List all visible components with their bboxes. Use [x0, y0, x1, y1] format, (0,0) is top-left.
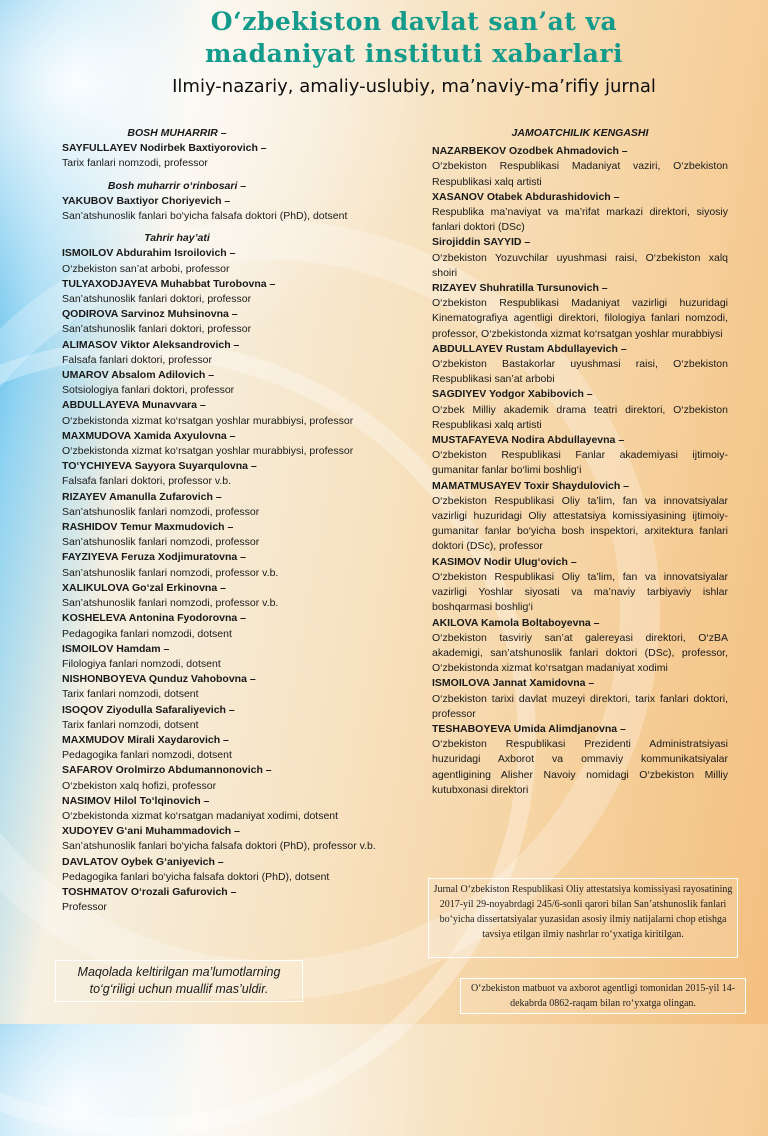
- person-title: Sotsiologiya fanlari doktori, professor: [62, 384, 235, 397]
- registration-notice: O‘zbekiston matbuot va axborot agentligi tomonidan 2015-yil 14-dekabrda 0862-raqam bilan ro‘yxatga olingan.: [460, 978, 746, 1014]
- person-title: O‘zbekistonda xizmat ko‘rsatgan madaniyat xodimi, dotsent: [62, 809, 339, 822]
- person-title: O‘zbekiston xalq hofizi, professor: [62, 779, 217, 792]
- list-item: [62, 277, 417, 307]
- list-item: [62, 763, 417, 793]
- list-item: [62, 398, 417, 428]
- person-name: NISHONBOYEVA Qunduz Vahobovna –: [62, 673, 256, 686]
- list-item: [432, 616, 728, 677]
- list-item: [62, 733, 417, 763]
- person-name: ABDULLAYEVA Munavvara –: [62, 399, 206, 412]
- list-item: [432, 281, 728, 342]
- person-name: KOSHELEVA Antonina Fyodorovna –: [62, 612, 246, 625]
- list-item: [62, 520, 417, 550]
- person-name: XALIKULOVA Go‘zal Erkinovna –: [62, 581, 226, 594]
- list-item: [432, 479, 728, 555]
- editorial-column: [62, 126, 417, 915]
- public-council-heading: JAMOATCHILIK KENGASHI: [511, 127, 649, 139]
- list-item: [62, 672, 417, 702]
- editorial-board-list: [62, 246, 417, 915]
- person-title: San’atshunoslik fanlari bo‘yicha falsafa doktori (PhD), professor v.b.: [62, 840, 376, 853]
- person-name: MAMATMUSAYEV Toxir Shaydulovich –: [432, 479, 630, 492]
- person-title: Respublika ma’naviyat va ma’rifat markazi direktori, siyosiy fanlari doktori (DSc): [432, 206, 728, 234]
- person-name: MUSTAFAYEVA Nodira Abdullayevna –: [432, 434, 625, 447]
- attestation-notice: Jurnal O‘zbekiston Respublikasi Oliy attestatsiya komissiyasi rayosatining 2017-yil 29-noyabrdagi 245/6-sonli qarori bilan San’atshunoslik fanlari bo‘yicha dissertatsiyalar yuzasidan asosiy ilmiy natijalarni chop etishga tavsiya etilgan ilmiy nashrlar ro‘yxatiga kiritilgan.: [428, 878, 738, 958]
- list-item: [62, 429, 417, 459]
- person-name: FAYZIYEVA Feruza Xodjimuratovna –: [62, 551, 246, 564]
- person-title: Tarix fanlari nomzodi, dotsent: [62, 718, 199, 731]
- person-name: TESHABOYEVA Umida Alimdjanovna –: [432, 722, 626, 735]
- list-item: [62, 338, 417, 368]
- person-name: XUDOYEV G‘ani Muhammadovich –: [62, 825, 240, 838]
- list-item: [432, 555, 728, 616]
- person-title: San’atshunoslik fanlari nomzodi, professor: [62, 505, 260, 518]
- person-title: Falsafa fanlari doktori, professor: [62, 353, 212, 366]
- person-title: O‘zbekiston Respublikasi Fanlar akademiyasi ijtimoiy-gumanitar fanlar bo‘limi boshlig‘i: [432, 449, 728, 477]
- person-name: QODIROVA Sarvinoz Muhsinovna –: [62, 308, 238, 321]
- person-title: San’atshunoslik fanlari nomzodi, professor v.b.: [62, 566, 279, 579]
- person-name: XASANOV Otabek Abdurashidovich –: [432, 190, 620, 203]
- editorial-board-heading: Tahrir hay’ati: [144, 232, 210, 245]
- person-name: KASIMOV Nodir Ulug‘ovich –: [432, 555, 577, 568]
- person-name: NASIMOV Hilol To‘lqinovich –: [62, 794, 210, 807]
- list-item: [62, 490, 417, 520]
- list-item: [62, 824, 417, 854]
- person-name: ISOQOV Ziyodulla Safaraliyevich –: [62, 703, 235, 716]
- list-item: [432, 144, 728, 190]
- author-disclaimer: Maqolada keltirilgan ma’lumotlarning to‘g‘riligi uchun muallif mas’uldir.: [55, 960, 303, 1002]
- title-line: madaniyat instituti xabarlari: [204, 39, 624, 68]
- list-item: [62, 459, 417, 489]
- person-name: NAZARBEKOV Ozodbek Ahmadovich –: [432, 145, 628, 158]
- person-name: RASHIDOV Temur Maxmudovich –: [62, 521, 234, 534]
- person-title: San’atshunoslik fanlari bo‘yicha falsafa doktori (PhD), dotsent: [62, 210, 348, 223]
- person-name: MAXMUDOVA Xamida Axyulovna –: [62, 429, 236, 442]
- list-item: [432, 342, 728, 388]
- person-name: MAXMUDOV Mirali Xaydarovich –: [62, 733, 229, 746]
- person-title: Falsafa fanlari doktori, professor v.b.: [62, 475, 232, 488]
- list-item: [62, 611, 417, 641]
- list-item: [432, 235, 728, 281]
- list-item: [62, 368, 417, 398]
- list-item: [62, 246, 417, 276]
- person-title: Filologiya fanlari nomzodi, dotsent: [62, 657, 221, 670]
- person-title: Pedagogika fanlari nomzodi, dotsent: [62, 627, 232, 640]
- list-item: [432, 190, 728, 236]
- person-title: O‘zbekiston tarixi davlat muzeyi direktori, tarix fanlari doktori, professor: [432, 692, 728, 720]
- person-name: ISMOILOVA Jannat Xamidovna –: [432, 677, 595, 690]
- person-title: O‘zbekistonda xizmat ko‘rsatgan yoshlar murabbiysi, professor: [62, 414, 354, 427]
- list-item: [432, 387, 728, 433]
- person-title: O‘zbekiston Bastakorlar uyushmasi raisi, O‘zbekiston Respublikasi san’at arbobi: [432, 358, 728, 386]
- person-title: San’atshunoslik fanlari nomzodi, professor: [62, 536, 260, 549]
- person-name: ALIMASOV Viktor Aleksandrovich –: [62, 338, 240, 351]
- list-item: [432, 722, 728, 798]
- list-item: [62, 550, 417, 580]
- person-title: San’atshunoslik fanlari doktori, professor: [62, 323, 252, 336]
- person-title: San’atshunoslik fanlari nomzodi, professor v.b.: [62, 597, 279, 610]
- person-name: YAKUBOV Baxtiyor Choriyevich –: [62, 194, 231, 207]
- person-title: Pedagogika fanlari nomzodi, dotsent: [62, 749, 232, 762]
- person-title: Tarix fanlari nomzodi, professor: [62, 157, 208, 170]
- list-item: [62, 855, 417, 885]
- list-item: [62, 581, 417, 611]
- person-title: O‘zbekiston tasviriy san’at galereyasi direktori, O‘zBA akademigi, san’atshunoslik fanlari doktori (DSc), professor, O‘zbekistonda xizmat ko‘rsatgan madaniyat xodimi: [432, 631, 728, 675]
- list-item: [62, 794, 417, 824]
- journal-subtitle: Ilmiy-nazariy, amaliy-uslubiy, ma’naviy-ma’rifiy jurnal: [172, 76, 656, 97]
- person-title: O‘zbekiston Respublikasi Oliy ta’lim, fan va innovatsiyalar vazirligi Yoshlar siyosati va ma’naviy tarbiyaviy ishlar boshqarmasi boshlig‘i: [432, 570, 728, 614]
- person-name: TO‘YCHIYEVA Sayyora Suyarqulovna –: [62, 460, 257, 473]
- person-title: O‘zbekiston Respublikasi Madaniyat vazirligi huzuridagi Kinematografiya agentligi direktori, filologiya fanlari nomzodi, professor, O‘zbekistonda xizmat ko‘rsatgan yoshlar murabbiysi: [432, 297, 728, 340]
- list-item: [62, 642, 417, 672]
- person-name: TOSHMATOV O‘rozali Gafurovich –: [62, 885, 237, 898]
- person-name: AKILOVA Kamola Boltaboyevna –: [432, 616, 600, 629]
- person-title: O‘zbekiston Yozuvchilar uyushmasi raisi, O‘zbekiston xalq shoiri: [432, 251, 728, 279]
- journal-title: [0, 6, 768, 70]
- person-title: Pedagogika fanlari bo‘yicha falsafa doktori (PhD), dotsent: [62, 870, 330, 883]
- person-title: O‘zbekiston Respublikasi Oliy ta’lim, fan va innovatsiyalar vazirligi huzuridagi Oliy attestatsiya komissiyasining ijtimoiy-gumanitar fanlar bo‘yicha bosh inspektori, arxitektura fanlari doktori (DSc), professor: [432, 494, 728, 553]
- person-title: San’atshunoslik fanlari doktori, professor: [62, 293, 252, 306]
- title-line: O‘zbekiston davlat san’at va: [210, 7, 618, 36]
- list-item: [62, 703, 417, 733]
- person-name: ISMOILOV Abdurahim Isroilovich –: [62, 247, 236, 260]
- person-name: ISMOILOV Hamdam –: [62, 642, 170, 655]
- list-item: [432, 433, 728, 479]
- list-item: [62, 885, 417, 915]
- person-name: DAVLATOV Oybek G‘aniyevich –: [62, 855, 224, 868]
- person-name: TULYAXODJAYEVA Muhabbat Turobovna –: [62, 277, 276, 290]
- person-name: UMAROV Absalom Adilovich –: [62, 369, 215, 382]
- person-name: SAYFULLAYEV Nodirbek Baxtiyorovich –: [62, 142, 267, 155]
- journal-header: [0, 6, 768, 97]
- public-council-column: [432, 126, 728, 798]
- person-name: RIZAYEV Amanulla Zufarovich –: [62, 490, 222, 503]
- person-name: RIZAYEV Shuhratilla Tursunovich –: [432, 282, 608, 295]
- person-title: O‘zbekiston san’at arbobi, professor: [62, 262, 230, 275]
- person-title: Tarix fanlari nomzodi, dotsent: [62, 688, 199, 701]
- person-title: O‘zbekiston Respublikasi Madaniyat vaziri, O‘zbekiston Respublikasi xalq artisti: [432, 160, 728, 188]
- public-council-list: [432, 144, 728, 798]
- person-name: SAFAROV Orolmirzo Abdumannonovich –: [62, 764, 272, 777]
- person-title: O‘zbek Milliy akademik drama teatri direktori, O‘zbekiston Respublikasi xalq artisti: [432, 403, 728, 431]
- deputy-editor-heading: Bosh muharrir o‘rinbosari –: [107, 179, 247, 192]
- person-name: Sirojiddin SAYYID –: [432, 236, 531, 249]
- person-title: O‘zbekiston Respublikasi Prezidenti Administratsiyasi huzuridagi Axborot va ommaviy kommunikatsiyalar agentligining Alisher Navoiy nomidagi O‘zbekiston Milliy kutubxonasi direktori: [432, 738, 728, 796]
- person-name: ABDULLAYEV Rustam Abdullayevich –: [432, 342, 627, 355]
- list-item: [62, 307, 417, 337]
- chief-editor-heading: BOSH MUHARRIR –: [127, 127, 227, 139]
- list-item: [432, 676, 728, 722]
- person-name: SAGDIYEV Yodgor Xabibovich –: [432, 388, 593, 401]
- person-title: Professor: [62, 901, 107, 914]
- person-title: O‘zbekistonda xizmat ko‘rsatgan yoshlar murabbiysi, professor: [62, 445, 354, 458]
